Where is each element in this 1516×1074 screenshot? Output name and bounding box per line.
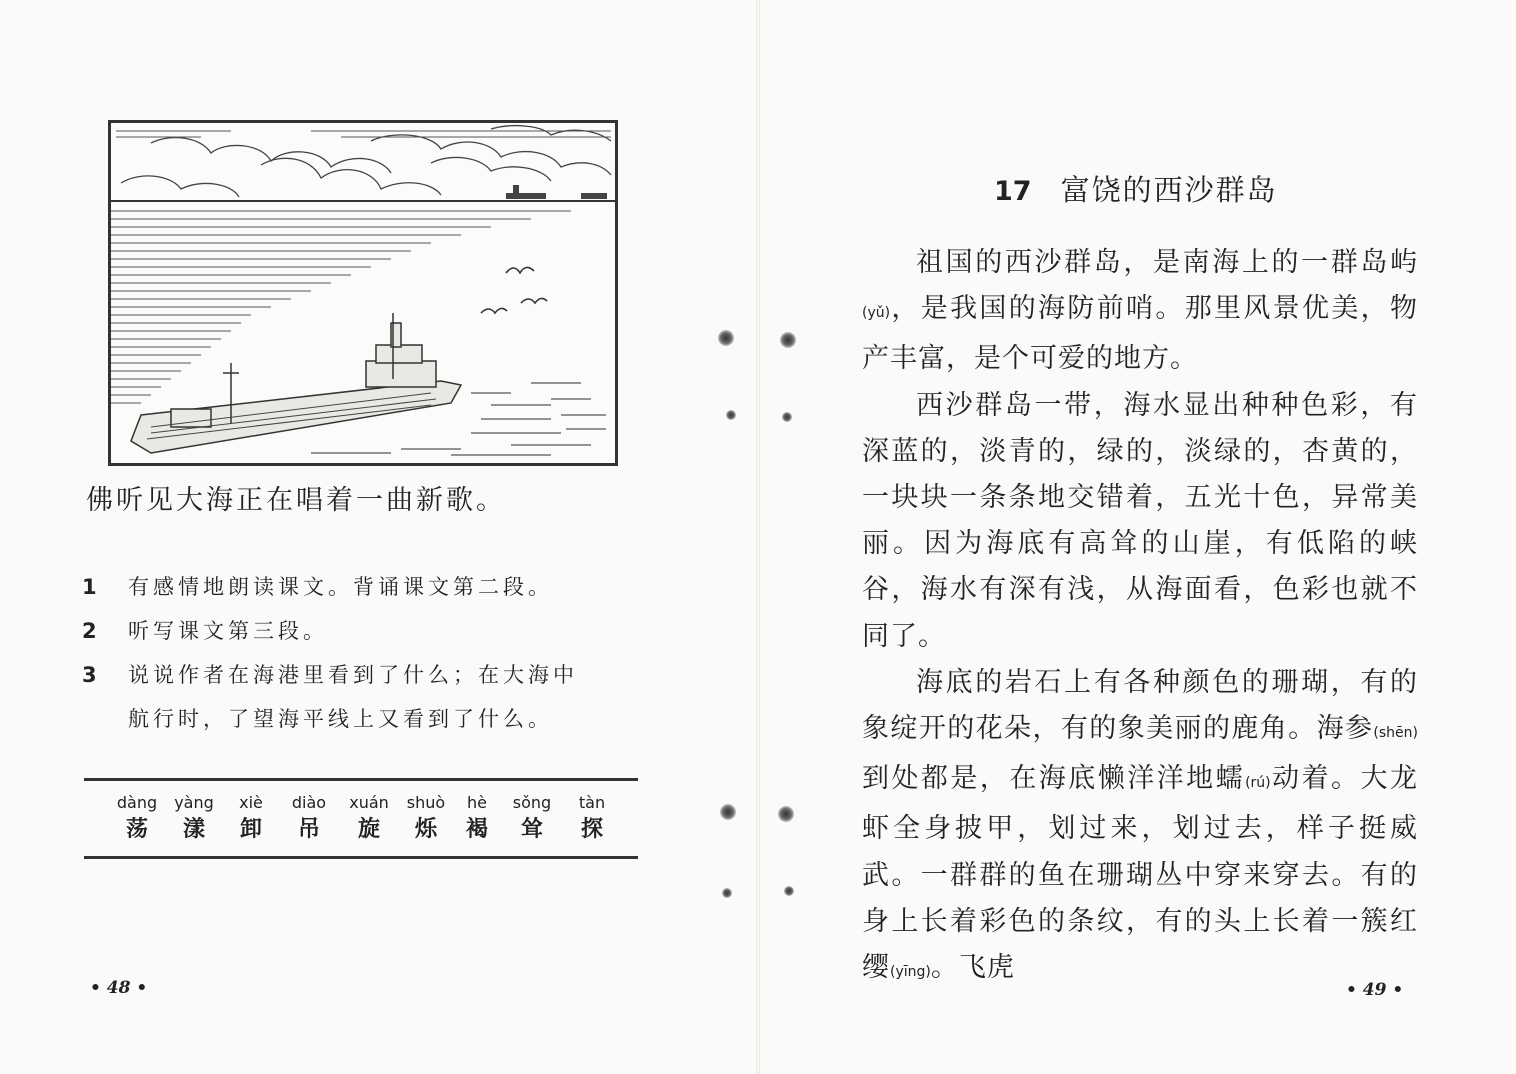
pinyin-annotation: (shēn): [1373, 725, 1418, 742]
exercise-text-continued: 航行时，了望海平线上又看到了什么。: [128, 707, 553, 731]
lesson-text-continuation: 佛听见大海正在唱着一曲新歌。: [86, 485, 506, 516]
exercise-item: [82, 609, 662, 653]
text-run: 动着。大龙虾全身披甲，划过来，划过去，样子挺威武。一群群的鱼在珊瑚丛中穿来穿去。有的身上长着彩色的条纹，有的头上长着一簇红缨: [862, 763, 1418, 984]
vocabulary-box: [84, 778, 638, 860]
text-run: 西沙群岛一带，海水显出种种色彩，有深蓝的，淡青的，绿的，淡绿的，杏黄的，一块块一条条地交错着，五光十色，异常美丽。因为海底有高耸的山崖，有低陷的峡谷，海水有深有浅，从海面看，色彩也就不同了。: [862, 389, 1418, 652]
exercise-text: 听写课文第三段。: [128, 619, 328, 643]
vocab-character: 荡: [125, 816, 148, 842]
vocab-character: 漾: [182, 816, 205, 842]
page-number-right: • 49 •: [1346, 980, 1404, 1000]
exercise-text: 有感情地朗读课文。背诵课文第二段。: [128, 575, 553, 599]
harbor-ship-illustration: [108, 120, 618, 466]
text-run: 海底的岩石上有各种颜色的珊瑚，有的象绽开的花朵，有的象美丽的鹿角。海参: [862, 666, 1418, 745]
vocab-pinyin: yàng: [174, 793, 214, 812]
lesson-body: [862, 240, 1418, 995]
exercise-text: 说说作者在海港里看到了什么；在大海中: [128, 663, 578, 687]
exercise-number: 2: [82, 619, 97, 643]
vocab-character: 旋: [357, 816, 380, 842]
lesson-number: 17: [994, 176, 1032, 207]
vocab-pinyin: xuán: [349, 793, 389, 812]
book-gutter: [756, 0, 760, 1074]
exercise-number: 3: [82, 663, 97, 687]
vocab-rule-top: [84, 778, 638, 781]
pinyin-annotation: (yǔ): [862, 305, 891, 322]
ship-at-sea-picture: [111, 123, 615, 463]
vocab-character: 探: [580, 816, 603, 842]
exercise-item: [82, 565, 662, 609]
binding-hole: [722, 888, 732, 898]
vocab-character: 耸: [520, 816, 543, 842]
vocab-character: 吊: [297, 816, 320, 842]
text-run: 。飞虎: [930, 952, 1015, 984]
page-number-left: • 48 •: [90, 978, 148, 998]
vocab-pinyin: hè: [467, 793, 487, 812]
vocab-rule-bottom: [84, 856, 638, 859]
vocab-pinyin: dàng: [116, 793, 158, 812]
binding-hole: [778, 806, 794, 822]
binding-hole: [718, 330, 734, 346]
binding-hole: [726, 410, 736, 420]
pinyin-annotation: (rú): [1245, 775, 1271, 792]
vocab-character: 卸: [239, 816, 262, 842]
vocab-pinyin: sǒng: [512, 793, 552, 812]
lesson-paragraph: [862, 660, 1418, 995]
binding-hole: [784, 886, 794, 896]
binding-hole: [780, 332, 796, 348]
vocab-character: 褐: [465, 816, 488, 842]
binding-hole: [720, 804, 736, 820]
vocab-item: [557, 792, 627, 844]
lesson-paragraph: [862, 383, 1418, 660]
vocab-pinyin: xiè: [239, 793, 263, 812]
vocabulary-row: [102, 792, 632, 852]
lesson-heading: [994, 168, 1278, 209]
vocab-character: 烁: [414, 816, 437, 842]
vocab-pinyin: diào: [291, 793, 327, 812]
binding-hole: [782, 412, 792, 422]
lesson-paragraph: [862, 240, 1418, 383]
exercise-number: 1: [82, 575, 97, 599]
vocab-pinyin: tàn: [578, 793, 606, 812]
exercise-list: [82, 565, 662, 741]
text-run: 祖国的西沙群岛，是南海上的一群岛屿: [916, 247, 1418, 278]
text-run: ，是我国的海防前哨。那里风景优美，物产丰富，是个可爱的地方。: [862, 293, 1418, 375]
exercise-item: [82, 653, 662, 741]
lesson-title: 富饶的西沙群岛: [1060, 173, 1278, 207]
pinyin-annotation: (yīng): [890, 964, 931, 981]
vocab-pinyin: shuò: [406, 793, 446, 812]
text-run: 到处都是，在海底懒洋洋地蠕: [862, 763, 1246, 795]
